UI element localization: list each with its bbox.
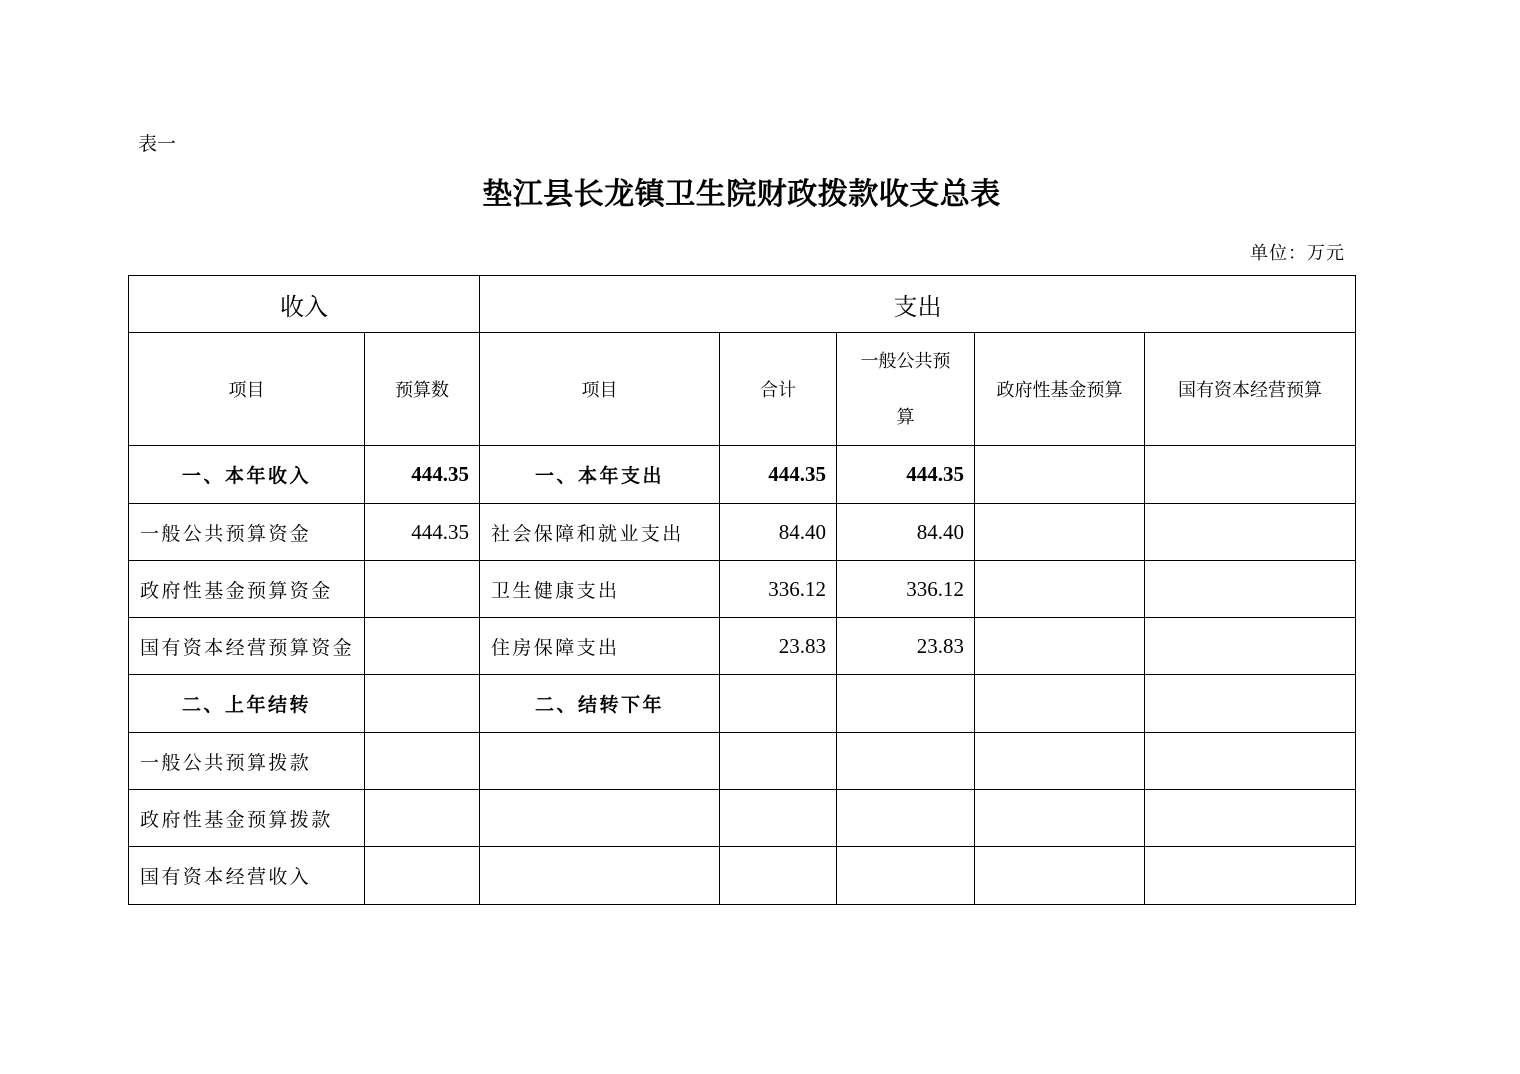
income-item-cell: 国有资本经营收入 <box>129 847 365 905</box>
col-header-expense-gov-fund: 政府性基金预算 <box>975 333 1145 446</box>
expense-total-cell <box>720 790 837 847</box>
income-budget-cell <box>365 847 480 905</box>
expense-gov-fund-cell <box>975 618 1145 675</box>
expense-item-cell: 一、本年支出 <box>480 446 720 504</box>
expense-item-cell <box>480 790 720 847</box>
table-row <box>129 446 1356 504</box>
table-row <box>129 504 1356 561</box>
expense-general-cell: 336.12 <box>837 561 975 618</box>
expense-state-capital-cell <box>1145 847 1356 905</box>
expense-state-capital-cell <box>1145 561 1356 618</box>
expense-general-cell: 444.35 <box>837 446 975 504</box>
expense-item-cell: 二、结转下年 <box>480 675 720 733</box>
expense-total-cell: 444.35 <box>720 446 837 504</box>
expense-gov-fund-cell <box>975 446 1145 504</box>
expense-total-cell: 84.40 <box>720 504 837 561</box>
table-row <box>129 561 1356 618</box>
expense-state-capital-cell <box>1145 733 1356 790</box>
col-header-expense-item: 项目 <box>480 333 720 446</box>
income-item-cell: 一般公共预算拨款 <box>129 733 365 790</box>
expense-item-cell <box>480 733 720 790</box>
income-group-header: 收入 <box>129 276 480 333</box>
expense-total-cell <box>720 733 837 790</box>
col-header-expense-total: 合计 <box>720 333 837 446</box>
expense-item-cell: 住房保障支出 <box>480 618 720 675</box>
expense-state-capital-cell <box>1145 675 1356 733</box>
income-budget-cell <box>365 561 480 618</box>
fiscal-summary-table <box>128 275 1356 905</box>
col-header-expense-state-capital: 国有资本经营预算 <box>1145 333 1356 446</box>
expense-group-header: 支出 <box>480 276 1356 333</box>
income-item-cell: 一、本年收入 <box>129 446 365 504</box>
expense-state-capital-cell <box>1145 790 1356 847</box>
col-header-expense-general-label: 一般公共预算 <box>860 351 951 427</box>
table-row <box>129 675 1356 733</box>
expense-general-cell <box>837 790 975 847</box>
column-header-row <box>129 333 1356 446</box>
income-item-cell: 政府性基金预算资金 <box>129 561 365 618</box>
expense-general-cell <box>837 733 975 790</box>
unit-label: 单位：万元 <box>1250 243 1345 263</box>
income-budget-cell <box>365 618 480 675</box>
income-item-cell: 一般公共预算资金 <box>129 504 365 561</box>
expense-gov-fund-cell <box>975 733 1145 790</box>
expense-state-capital-cell <box>1145 504 1356 561</box>
col-header-income-item: 项目 <box>129 333 365 446</box>
expense-total-cell: 23.83 <box>720 618 837 675</box>
expense-total-cell <box>720 847 837 905</box>
income-budget-cell: 444.35 <box>365 504 480 561</box>
table-row <box>129 733 1356 790</box>
income-budget-cell <box>365 733 480 790</box>
income-budget-cell <box>365 675 480 733</box>
expense-gov-fund-cell <box>975 675 1145 733</box>
col-header-income-budget: 预算数 <box>365 333 480 446</box>
group-header-row <box>129 276 1356 333</box>
expense-total-cell: 336.12 <box>720 561 837 618</box>
expense-state-capital-cell <box>1145 618 1356 675</box>
income-budget-cell <box>365 790 480 847</box>
table-row <box>129 790 1356 847</box>
income-item-cell: 国有资本经营预算资金 <box>129 618 365 675</box>
expense-state-capital-cell <box>1145 446 1356 504</box>
table-number: 表一 <box>138 134 177 155</box>
expense-general-cell: 84.40 <box>837 504 975 561</box>
expense-gov-fund-cell <box>975 847 1145 905</box>
expense-item-cell: 社会保障和就业支出 <box>480 504 720 561</box>
expense-general-cell <box>837 847 975 905</box>
expense-item-cell <box>480 847 720 905</box>
income-item-cell: 政府性基金预算拨款 <box>129 790 365 847</box>
income-budget-cell: 444.35 <box>365 446 480 504</box>
income-item-cell: 二、上年结转 <box>129 675 365 733</box>
table-row <box>129 618 1356 675</box>
expense-gov-fund-cell <box>975 790 1145 847</box>
expense-general-cell: 23.83 <box>837 618 975 675</box>
col-header-expense-general <box>837 333 975 446</box>
expense-general-cell <box>837 675 975 733</box>
expense-gov-fund-cell <box>975 561 1145 618</box>
expense-item-cell: 卫生健康支出 <box>480 561 720 618</box>
document-title: 垫江县长龙镇卫生院财政拨款收支总表 <box>482 178 1001 211</box>
table-row <box>129 847 1356 905</box>
expense-gov-fund-cell <box>975 504 1145 561</box>
expense-total-cell <box>720 675 837 733</box>
